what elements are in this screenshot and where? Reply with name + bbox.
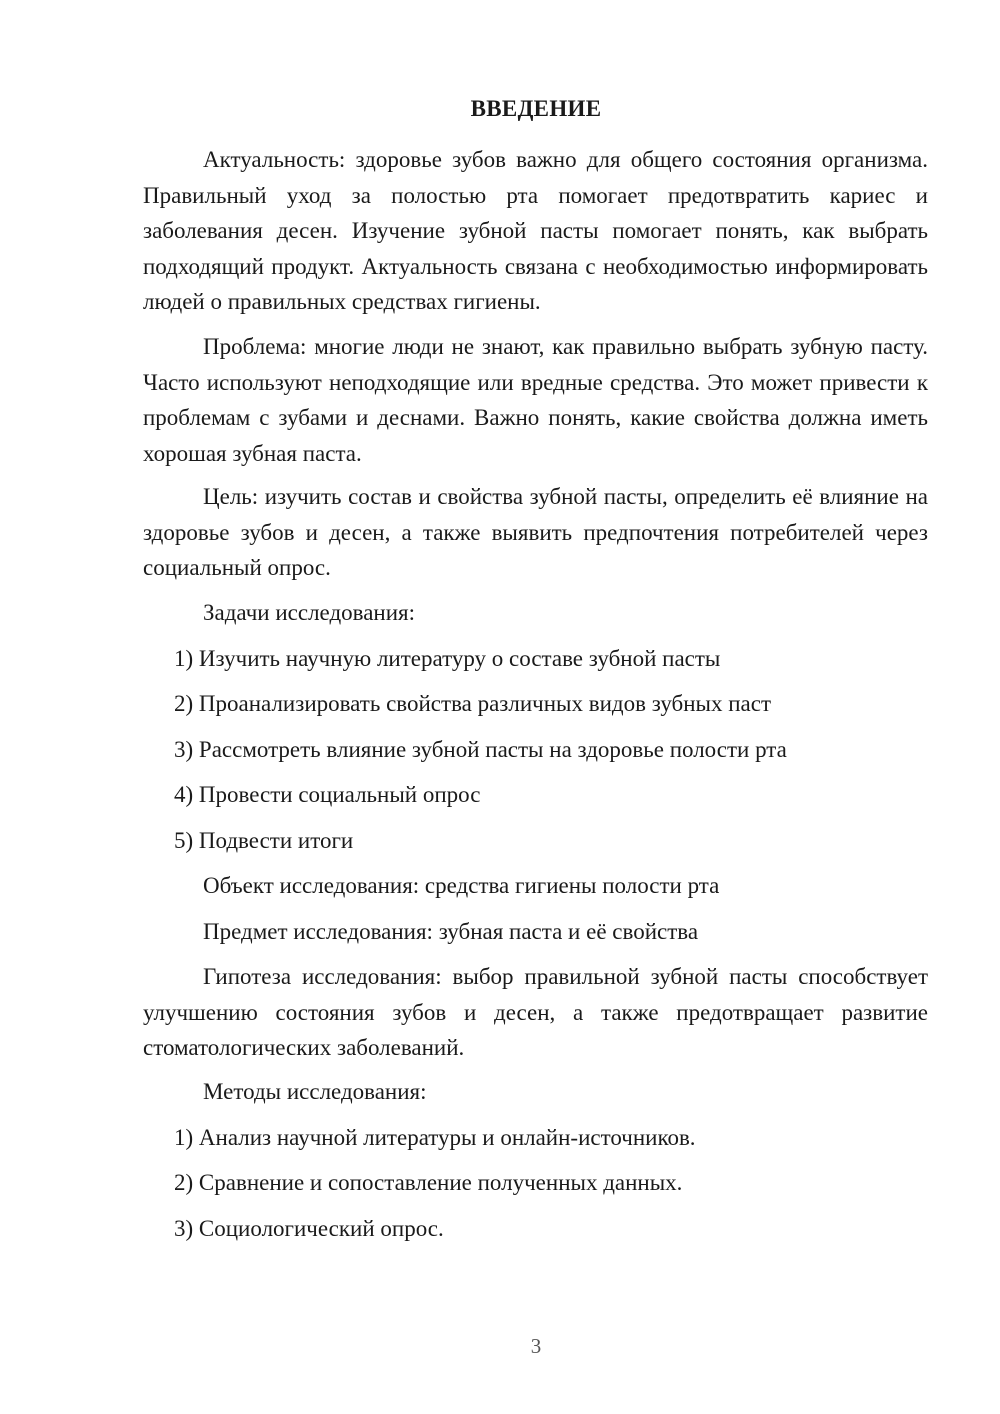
method-item: 2) Сравнение и сопоставление полученных данных.: [174, 1170, 683, 1195]
task-item: 3) Рассмотреть влияние зубной пасты на здоровье полости рта: [174, 737, 787, 762]
methods-heading: Методы исследования:: [203, 1079, 427, 1104]
goal-paragraph: Цель: изучить состав и свойства зубной пасты, определить её влияние на здоровье зубов и десен, а также выявить предпочтения потребителей через социальный опрос.: [143, 484, 928, 580]
task-item: 2) Проанализировать свойства различных видов зубных паст: [174, 691, 772, 716]
task-item: 1) Изучить научную литературу о составе зубной пасты: [174, 646, 721, 671]
task-item: 5) Подвести итоги: [174, 828, 354, 853]
page-title: ВВЕДЕНИЕ: [470, 96, 602, 121]
problem-paragraph: Проблема: многие люди не знают, как правильно выбрать зубную пасту. Часто используют неподходящие или вредные средства. Это может привести к проблемам с зубами и деснами. Важно понять, какие свойства должна иметь хорошая зубная паста.: [143, 334, 928, 466]
hypothesis-paragraph: Гипотеза исследования: выбор правильной зубной пасты способствует улучшению состояния зубов и десен, а также предотвращает развитие стоматологических заболеваний.: [143, 964, 928, 1060]
research-subject: Предмет исследования: зубная паста и её свойства: [203, 919, 699, 944]
page-number: 3: [530, 1334, 542, 1358]
relevance-paragraph: Актуальность: здоровье зубов важно для общего состояния организма. Правильный уход за полостью рта помогает предотвратить кариес и заболевания десен. Изучение зубной пасты помогает понять, как выбрать подходящий продукт. Актуальность связана с необходимостью информировать людей о правильных средствах гигиены.: [143, 147, 928, 314]
method-item: 3) Социологический опрос.: [174, 1216, 444, 1241]
research-object: Объект исследования: средства гигиены полости рта: [203, 873, 720, 898]
method-item: 1) Анализ научной литературы и онлайн-источников.: [174, 1125, 696, 1150]
task-item: 4) Провести социальный опрос: [174, 782, 481, 807]
tasks-heading: Задачи исследования:: [203, 600, 416, 625]
